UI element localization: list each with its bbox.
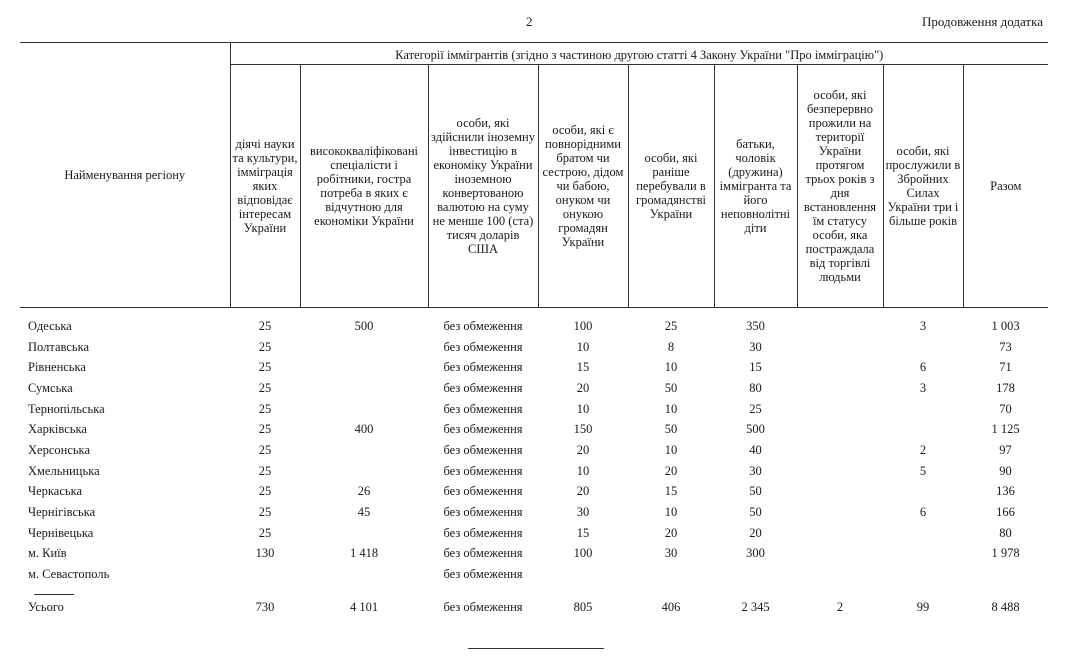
region-name-cell: м. Севастополь (28, 567, 110, 582)
table-row (20, 419, 1048, 440)
quota-cell: 20 (749, 525, 762, 540)
total-value-cell: 2 345 (741, 599, 770, 614)
quota-cell: 20 (664, 463, 678, 478)
quota-cell: 30 (749, 339, 762, 354)
quota-cell: без обмеження (443, 463, 523, 478)
quota-cell: 70 (999, 401, 1012, 416)
quota-cell: 50 (664, 422, 678, 437)
quota-cell: 8 (667, 339, 675, 354)
category-header: Категорії іммігрантів (згідно з частиною другою статті 4 Закону України "Про імміграцію") (230, 43, 1048, 65)
quota-cell: 26 (357, 484, 371, 499)
quota-cell: 3 (919, 318, 927, 333)
quota-cell: 71 (999, 360, 1012, 375)
quota-cell: 25 (664, 318, 678, 333)
region-name-cell: Хмельницька (28, 463, 100, 478)
quota-cell: без обмеження (443, 442, 523, 457)
total-value-cell: 805 (573, 599, 593, 614)
quota-cell: без обмеження (443, 318, 523, 333)
column-header-relatives: особи, які є повнорідними братом чи сестрою, дідом чи бабою, онуком чи онукою громадян України (538, 65, 628, 308)
quota-cell (797, 544, 883, 565)
table-row (20, 482, 1048, 503)
quota-cell (883, 564, 963, 585)
total-value-cell: 2 (836, 599, 844, 614)
total-value-cell: 8 488 (991, 599, 1020, 614)
quota-cell: 400 (354, 422, 374, 437)
quota-cell (797, 523, 883, 544)
quota-cell (797, 419, 883, 440)
quota-cell: 50 (749, 505, 762, 520)
column-header-total: Разом (963, 65, 1048, 308)
table-row (20, 564, 1048, 585)
column-header-scientists: діячі науки та культури, імміграція яких відповідає інтересам України (230, 65, 300, 308)
quota-cell: 10 (576, 401, 590, 416)
quota-cell: 25 (258, 463, 272, 478)
quota-cell (797, 440, 883, 461)
quota-cell (300, 337, 428, 358)
table-row (20, 440, 1048, 461)
region-name-cell: Сумська (28, 380, 73, 395)
quota-cell (797, 316, 883, 337)
column-header-skilled-workers: висококваліфіковані спеціалісти і робітники, гостра потреба в яких є відчутною для економіки України (300, 65, 428, 308)
quota-cell: без обмеження (443, 484, 523, 499)
quota-cell: 25 (258, 525, 272, 540)
continuation-label: Продовження додатка (922, 14, 1043, 29)
quota-cell (797, 502, 883, 523)
quota-cell (714, 564, 797, 585)
quota-cell: 90 (999, 463, 1012, 478)
quota-cell (797, 337, 883, 358)
page-number: 2 (526, 14, 533, 29)
quota-cell: 30 (576, 505, 590, 520)
region-name-cell: Херсонська (28, 442, 90, 457)
quota-cell: без обмеження (443, 505, 523, 520)
column-header-former-citizens: особи, які раніше перебували в громадянстві України (628, 65, 714, 308)
quota-cell: 500 (746, 422, 765, 437)
quota-cell: 178 (996, 380, 1015, 395)
column-header-investors: особи, які здійснили іноземну інвестицію в економіку України іноземною конвертованою валютою на суму не менше 100 (ста) тисяч доларів США (428, 65, 538, 308)
table-row (20, 337, 1048, 358)
quota-cell: 1 003 (991, 318, 1020, 333)
region-name-cell: Рівненська (28, 360, 86, 375)
quota-cell: 25 (258, 505, 272, 520)
table-row (20, 461, 1048, 482)
region-name-cell: Чернівецька (28, 525, 94, 540)
region-name-cell: Черкаська (28, 484, 83, 499)
quota-cell: 50 (664, 380, 678, 395)
quota-cell: 5 (919, 463, 927, 478)
column-header-armed-forces: особи, які прослужили в Збройних Силах України три і більше років (883, 65, 963, 308)
quota-cell: 10 (664, 442, 678, 457)
quota-cell: 15 (576, 525, 590, 540)
quota-cell (797, 564, 883, 585)
region-name-cell: Харківська (28, 422, 87, 437)
table-body (20, 308, 1048, 615)
header-row-categories (20, 43, 1048, 65)
quota-cell: 25 (258, 318, 272, 333)
quota-cell (300, 461, 428, 482)
quota-cell: 20 (576, 380, 590, 395)
total-value-cell: 730 (255, 599, 275, 614)
quota-cell: 20 (576, 484, 590, 499)
quota-cell: 73 (999, 339, 1012, 354)
quota-cell: 350 (746, 318, 765, 333)
quota-cell: 150 (573, 422, 593, 437)
table-row (20, 378, 1048, 399)
quota-cell: 10 (664, 360, 678, 375)
quota-cell: 25 (258, 360, 272, 375)
quota-cell: 25 (258, 380, 272, 395)
quota-cell (230, 564, 300, 585)
quota-cell (883, 419, 963, 440)
quota-cell (797, 357, 883, 378)
quota-cell (628, 564, 714, 585)
quota-cell (883, 337, 963, 358)
total-row (20, 585, 1048, 615)
quota-cell: 1 978 (991, 546, 1020, 561)
quota-cell: без обмеження (443, 422, 523, 437)
quota-cell: 45 (357, 505, 371, 520)
quota-cell: 6 (919, 505, 927, 520)
table-row (20, 399, 1048, 420)
region-column-header: Найменування регіону (20, 43, 230, 308)
quota-cell: 15 (664, 484, 678, 499)
quota-cell: 15 (576, 360, 590, 375)
quota-cell: 1 418 (349, 546, 379, 561)
quota-cell: 130 (255, 546, 275, 561)
quota-cell: 97 (999, 442, 1012, 457)
quota-cell (300, 357, 428, 378)
table-row (20, 523, 1048, 544)
quota-cell: 25 (258, 401, 272, 416)
quota-cell: без обмеження (443, 360, 523, 375)
quota-cell: 2 (919, 442, 927, 457)
total-label-cell (20, 585, 230, 615)
quota-cell: 20 (664, 525, 678, 540)
quota-cell: 100 (573, 546, 593, 561)
quota-cell: 50 (749, 484, 762, 499)
column-header-family: батьки, чоловік (дружина) іммігранта та його неповнолітні діти (714, 65, 797, 308)
quota-cell: 80 (999, 525, 1012, 540)
quota-cell: без обмеження (443, 546, 523, 561)
quota-cell: 25 (258, 422, 272, 437)
quota-cell (883, 399, 963, 420)
region-name-cell: Чернігівська (28, 505, 96, 520)
quota-cell (883, 523, 963, 544)
quota-cell (797, 482, 883, 503)
quota-cell: без обмеження (443, 525, 523, 540)
table-row (20, 544, 1048, 565)
region-name-cell: Одеська (28, 318, 72, 333)
quota-cell: 30 (749, 463, 762, 478)
total-value-cell: 99 (916, 599, 930, 614)
quota-cell: без обмеження (443, 567, 523, 582)
total-label: Усього (28, 599, 64, 614)
column-header-trafficking-victims: особи, які безперервно прожили на території України протягом трьох років з дня встановлення їм статусу особи, яка постраждала від торгівлі людьми (797, 65, 883, 308)
quota-cell: 25 (258, 339, 272, 354)
quota-cell (538, 564, 628, 585)
quota-cell: 136 (996, 484, 1015, 499)
quota-cell (797, 378, 883, 399)
quota-cell: 20 (576, 442, 590, 457)
quota-cell: 6 (919, 360, 927, 375)
quota-cell (883, 482, 963, 503)
quota-cell: 300 (746, 546, 765, 561)
region-name-cell: м. Київ (28, 546, 67, 561)
quota-cell (797, 399, 883, 420)
quota-cell (300, 564, 428, 585)
quota-cell: 15 (749, 360, 762, 375)
quota-cell: 10 (576, 339, 590, 354)
quota-cell: 166 (996, 505, 1015, 520)
region-name-cell: Тернопільська (28, 401, 105, 416)
quota-cell: без обмеження (443, 401, 523, 416)
quota-cell: 10 (664, 505, 678, 520)
quota-cell: 40 (749, 442, 762, 457)
quota-cell (300, 440, 428, 461)
quota-cell (883, 544, 963, 565)
quota-cell: без обмеження (443, 380, 523, 395)
quota-cell (300, 378, 428, 399)
footer-divider (468, 648, 604, 649)
total-value-cell: без обмеження (443, 599, 523, 614)
quota-cell: 10 (664, 401, 678, 416)
quota-cell: 25 (258, 484, 272, 499)
quota-cell: 1 125 (991, 422, 1020, 437)
quota-cell: 10 (576, 463, 590, 478)
quota-cell: 25 (749, 401, 762, 416)
quota-cell (300, 399, 428, 420)
total-value-cell: 406 (661, 599, 681, 614)
quota-cell (300, 523, 428, 544)
quota-cell (963, 564, 1048, 585)
quota-cell: 25 (258, 442, 272, 457)
immigration-quota-table (20, 42, 1048, 615)
quota-cell: 100 (573, 318, 593, 333)
quota-cell: 30 (664, 546, 678, 561)
quota-cell: 80 (749, 380, 762, 395)
region-name-cell: Полтавська (28, 339, 90, 354)
quota-cell: 500 (354, 318, 374, 333)
quota-cell: 3 (919, 380, 927, 395)
table-row (20, 357, 1048, 378)
quota-cell (797, 461, 883, 482)
quota-cell: без обмеження (443, 339, 523, 354)
table-row (20, 502, 1048, 523)
table-row (20, 316, 1048, 337)
total-value-cell: 4 101 (349, 599, 379, 614)
